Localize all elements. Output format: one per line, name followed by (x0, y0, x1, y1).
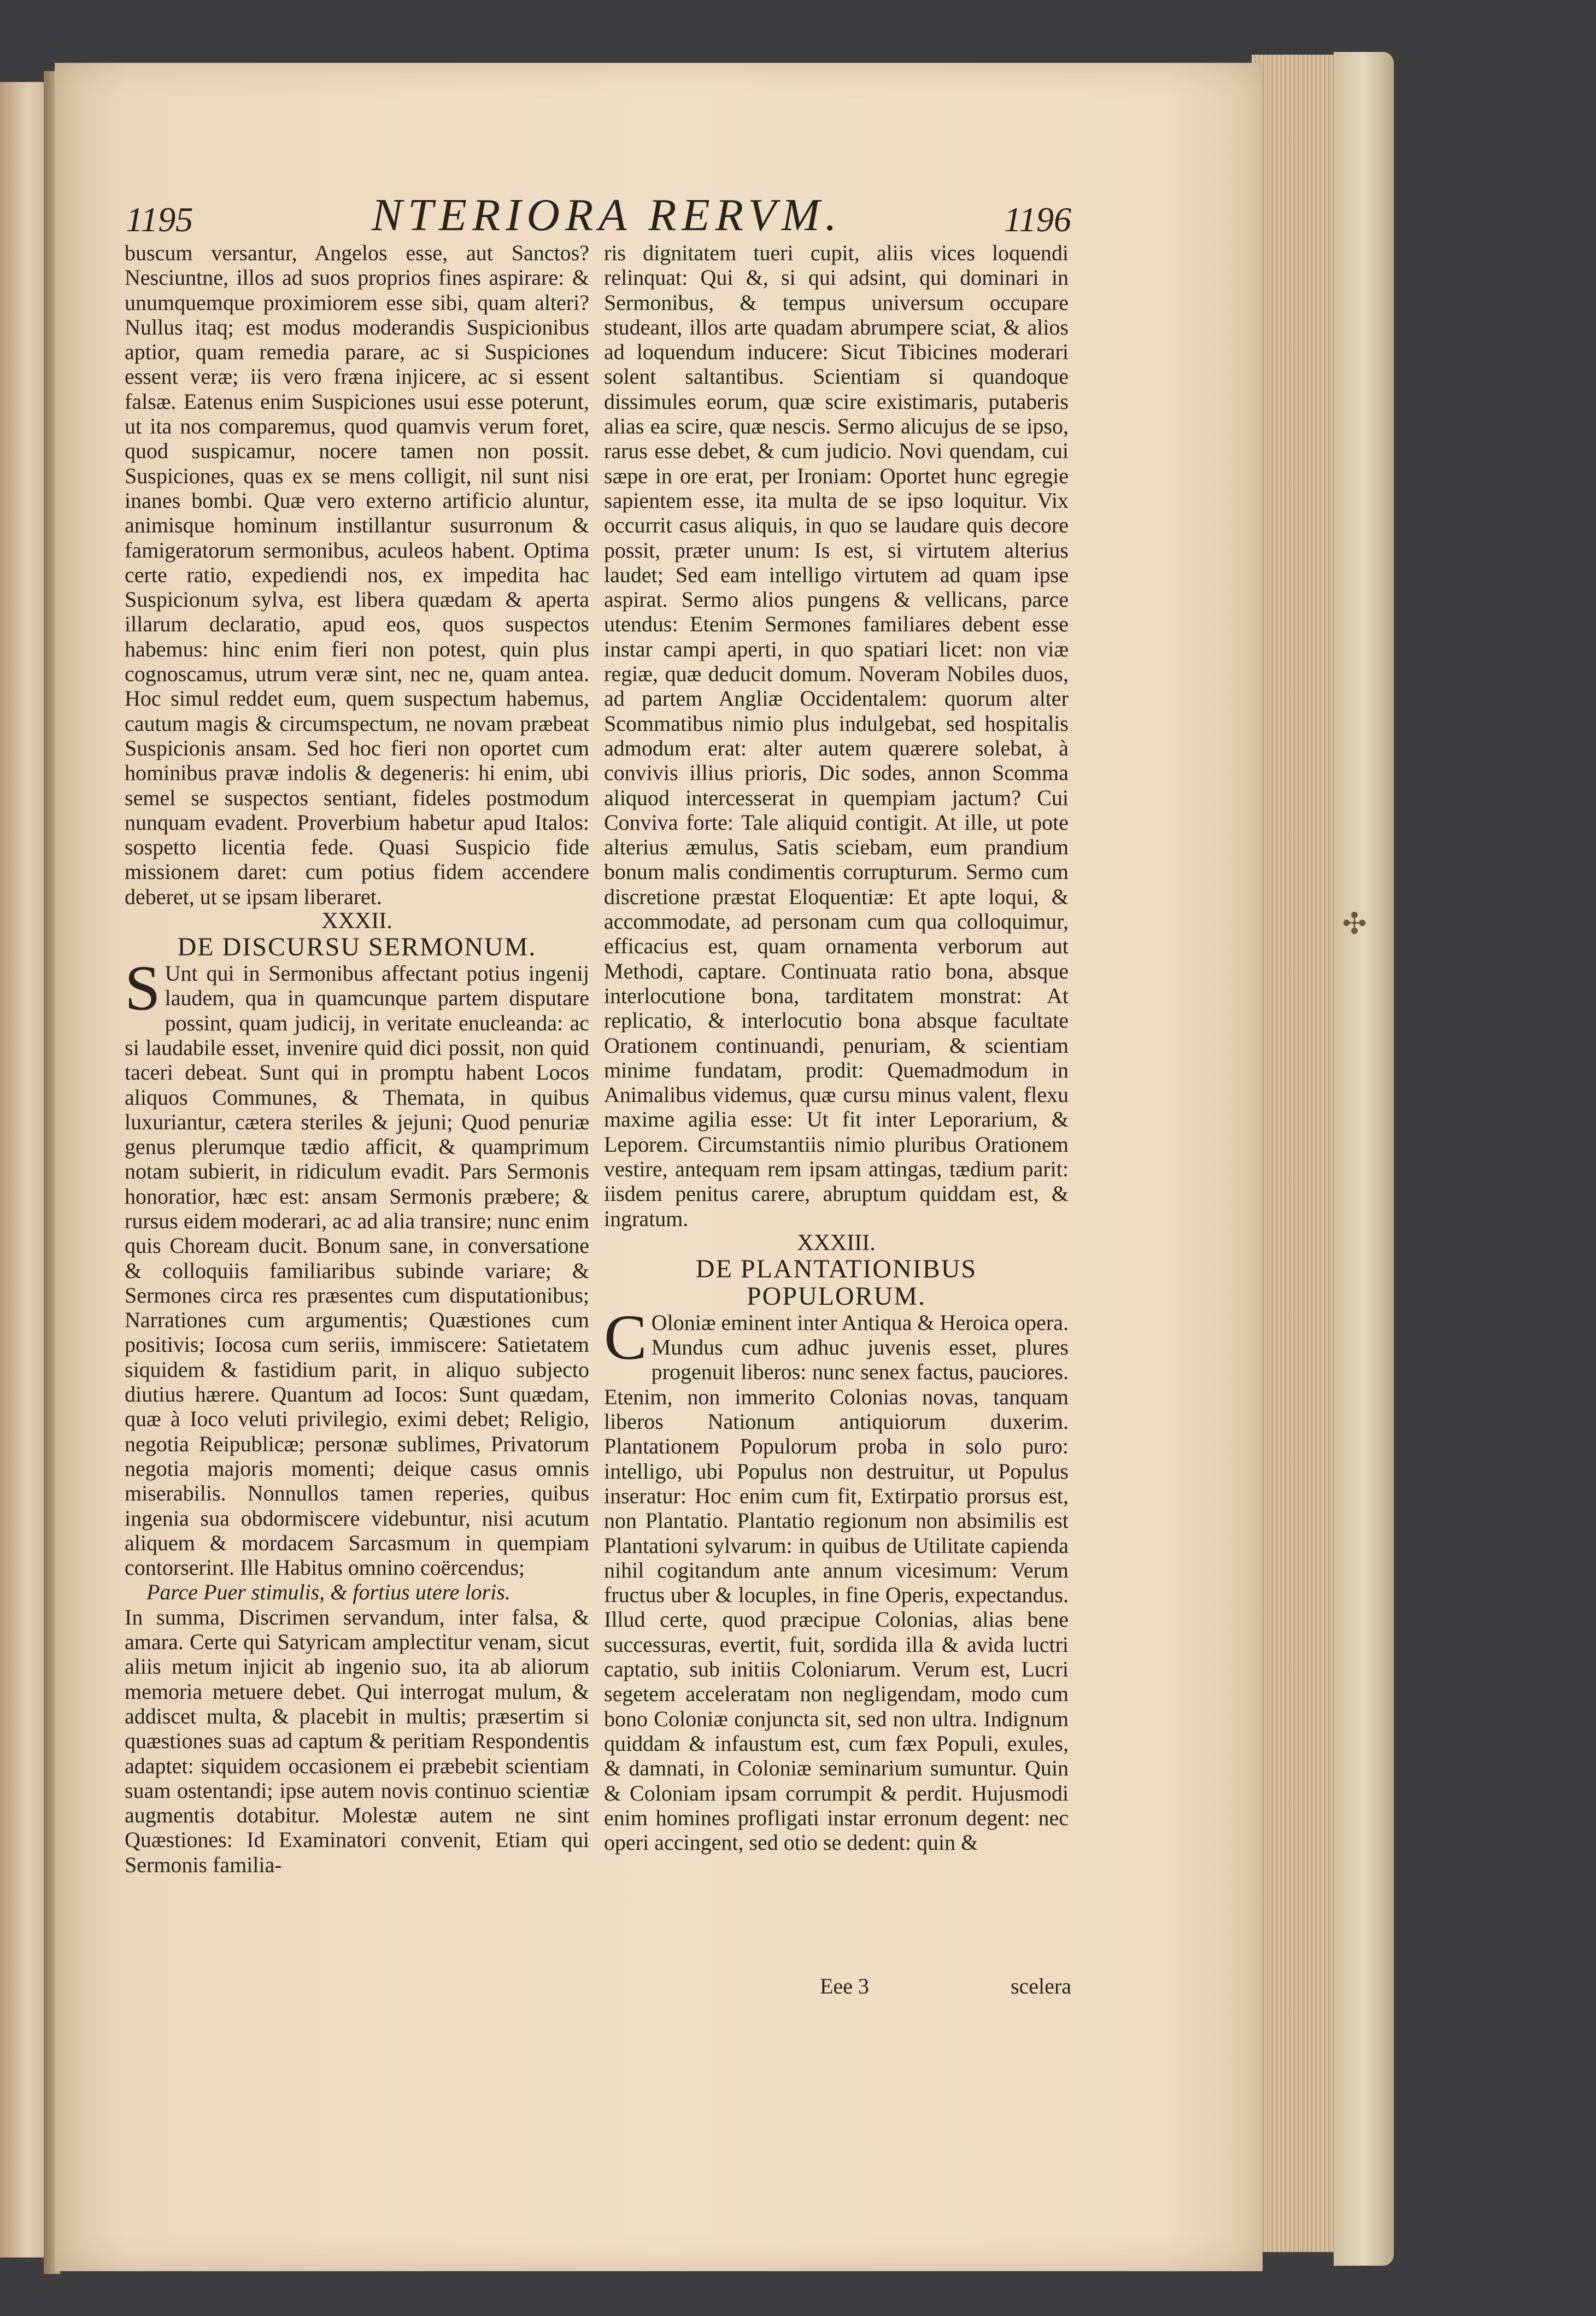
ornament-icon: ✣ (1342, 906, 1367, 941)
column-left (125, 241, 589, 1877)
section-number: XXXII. (321, 908, 392, 934)
column-right (604, 241, 1069, 1855)
paragraph: ris dignitatem tueri cupit, aliis vices loquendi relinquat: Qui &, si qui adsint, qui dominari in Sermonibus, & tempus universum occupare studeant, illos arte quadam abrumpere sciat, & alios ad loquendum inducere: Sicut Tibicines moderari solent saltantibus. Scientiam si quandoque dissimules eorum, quæ scire existimaris, putaberis alias ea scire, quæ nescis. Sermo alicujus de se ipso, rarus esse debet, & cum judicio. Novi quendam, cui sæpe in ore erat, per Ironiam: Oportet hunc egregie sapientem esse, ita multa de se ipso loquitur. Vix occurrit casus aliquis, in quo se laudare quis decore possit, præter unum: Is est, si virtutem alterius laudet; Sed eam intelligo virtutem ad quam ipse aspirat. Sermo alios pungens & vellicans, parce utendus: Etenim Sermones familiares debent esse instar campi aperti, in quo spatiari licet: non viæ regiæ, quæ deducit domum. Noveram Nobiles duos, ad partem Angliæ Occidentalem: quorum alter Scommatibus nimio plus indulgebat, sed hospitalis admodum erat: alter autem quærere solebat, à convivis illius prioris, Dic sodes, annon Scomma aliquod intercesserat in quempiam jactum? Cui Conviva forte: Tale aliquid contigit. At ille, ut pote alterius æmulus, Satis sciebam, eum prandium bonum malis condimentis corrupturum. Sermo cum discretione præstat Eloquentiæ: Et apte loqui, & accommodate, ad personam cum qua colloquimur, efficacius est, quam ornamenta verborum aut Methodi, captare. Continuata ratio bona, absque interlocutione bona, tarditatem monstrat: At replicatio, & interlocutio bona absque facultate Orationem continuandi, penuriam, & scientiam minime fundatam, prodit: Quemadmodum in Animalibus videmus, quæ cursu minus valent, flexu maxime agilia esse: Ut fit inter Leporarium, & Leporem. Circumstantiis nimio pluribus Orationem vestire, antequam rem ipsam attingas, tædium parit: iisdem penitus carere, abruptum quiddam est, & ingratum. (604, 241, 1069, 1231)
left-page-edge (0, 82, 46, 2258)
signature-mark: Eee 3 (820, 1974, 869, 1998)
section-title: DE PLANTATIONIBUS POPULORUM. (695, 1254, 977, 1311)
page-footer (820, 1973, 1071, 2001)
page-number-right: 1196 (1004, 200, 1071, 239)
verse-quote: Parce Puer stimulis, & fortius utere loris. (146, 1580, 511, 1605)
paragraph (125, 952, 589, 1580)
paragraph (604, 1301, 1069, 1855)
drop-cap: S (125, 952, 161, 1024)
running-title: NTERIORA RERVM. (372, 190, 842, 241)
paragraph-text: Oloniæ eminent inter Antiqua & Heroica opera. Mundus cum adhuc juvenis esset, plures progenuit liberos: nunc senex factus, pauciores. Etenim, non immerito Colonias novas, tanquam liberos Nationum antiquiorum duxerim. Plantationem Populorum proba in solo puro: intelligo, ubi Populus non destruitur, ut Populus inseratur: Hoc enim cum fit, Extirpatio prorsus est, non Plantatio. Plantatio regionum non absimilis est Plantationi sylvarum: in quibus de Utilitate capienda nihil cogitandum ante annum vicesimum: Verum fructus uber & locuples, in fine Operis, expectandus. Illud certe, quod præcipue Colonias, alias bene successuras, evertit, fuit, sordida illa & avida luctri captatio, sub initiis Coloniarum. Verum est, Lucri segetem acceleratam non negligendam, modo cum bono Coloniæ conjuncta sit, sed non ultra. Indignum quiddam & infaustum est, cum fæx Populi, exules, & damnati, in Coloniæ seminarium sumuntur. Quin & Coloniam ipsam corrumpit & perdit. Hujusmodi enim homines profligati instar erronum degent: nec operi accingent, sed otio se dedent: quin & (604, 1310, 1069, 1855)
section-number: XXXIII. (797, 1230, 876, 1256)
drop-cap: C (604, 1301, 647, 1373)
running-header (126, 189, 1071, 249)
book-cover-edge (1334, 52, 1394, 2266)
catchword: scelera (1010, 1974, 1071, 1998)
paragraph-text: Unt qui in Sermonibus affectant potius ingenij laudem, qua in quamcunque partem disputare possint, quam judicij, in veritate enucleanda: ac si laudabile esset, invenire quid dici possit, non quid taceri debeat. Sunt qui in promptu habent Locos aliquos Communes, & Themata, in quibus luxuriantur, cætera steriles & jejuni; Quod penuriæ genus plerumque tædio afficit, & quamprimum notam subierit, in ridiculum evadit. Pars Sermonis honoratior, hæc est: ansam Sermonis præbere; & rursus eidem moderari, ac ad alia transire; nunc enim quis Choream ducit. Bonum sane, in conversatione & colloquiis familiaribus subinde variare; & Sermones circa res præsentes cum disputationibus; Narrationes cum argumentis; Quæstiones cum positivis; Iocosa cum seriis, immiscere: Satietatem siquidem & fastidium parit, in aliquo subjecto diutius hærere. Quantum ad Iocos: Sunt quædam, quæ à Ioco veluti privilegio, eximi debet; Religio, negotia Reipublicæ; personæ sublimes, Privatorum negotia majoris momenti; deique casus omnis miserabilis. Nonnullos tamen reperies, quibus ingenia sua obdormiscere videbuntur, nisi acutum aliquem & mordacem Sarcasmum in quempiam contorserint. Ille Habitus omnino coërcendus; (125, 961, 589, 1580)
paragraph: In summa, Discrimen servandum, inter falsa, & amara. Certe qui Satyricam amplectitur venam, sicut aliis metum injicit ab ingenio suo, ita ab aliorum memoria metuere debet. Qui interrogat mulum, & addiscet multa, & placebit in multis; præsertim si quæstiones suas ad captum & peritiam Respondentis adaptet: siquidem occasionem ei præbebit scientiam suam ostentandi; ipse autem novis continuo scientiæ augmentis dotabitur. Molestæ autem ne sint Quæstiones: Id Examinatori convenit, Etiam qui Sermonis familia- (125, 1604, 589, 1877)
paragraph: buscum versantur, Angelos esse, aut Sanctos? Nesciuntne, illos ad suos proprios fines aspirare: & unumquemque proximiorem esse sibi, quam alteri? Nullus itaq; est modus moderandis Suspicionibus aptior, quam remedia parare, ac si Suspiciones essent veræ; iis vero fræna injicere, ac si essent falsæ. Eatenus enim Suspiciones usui esse poterunt, ut ita nos comparemus, quod quamvis verum foret, quod suspicamur, nocere tamen non possit. Suspiciones, quas ex se mens colligit, nil sunt nisi inanes bombi. Quæ vero externo artificio aluntur, animisque hominum instillantur susurronum & famigeratorum sermonibus, aculeos habent. Optima certe ratio, expediendi nos, ex impedita hac Suspicionum sylva, est libera quædam & aperta illarum declaratio, apud eos, quos suspectos habemus: hinc enim fieri non potest, quin plus cognoscamus, utrum veræ sint, nec ne, quam antea. Hoc simul reddet eum, quem suspectum habemus, cautum magis & circumspectum, ne novam præbeat Suspicionis ansam. Sed hoc fieri non oportet cum hominibus pravæ indolis & degeneris: hi enim, ubi semel se suspectos sentiant, fideles postmodum nunquam evadent. Proverbium habetur apud Italos: sospetto licentia fede. Quasi Suspicio fide missionem daret: cum potius fidem accendere deberet, ut se ipsam liberaret. (125, 241, 589, 909)
section-title: DE DISCURSU SERMONUM. (177, 933, 537, 962)
page-number-left: 1195 (126, 200, 193, 239)
